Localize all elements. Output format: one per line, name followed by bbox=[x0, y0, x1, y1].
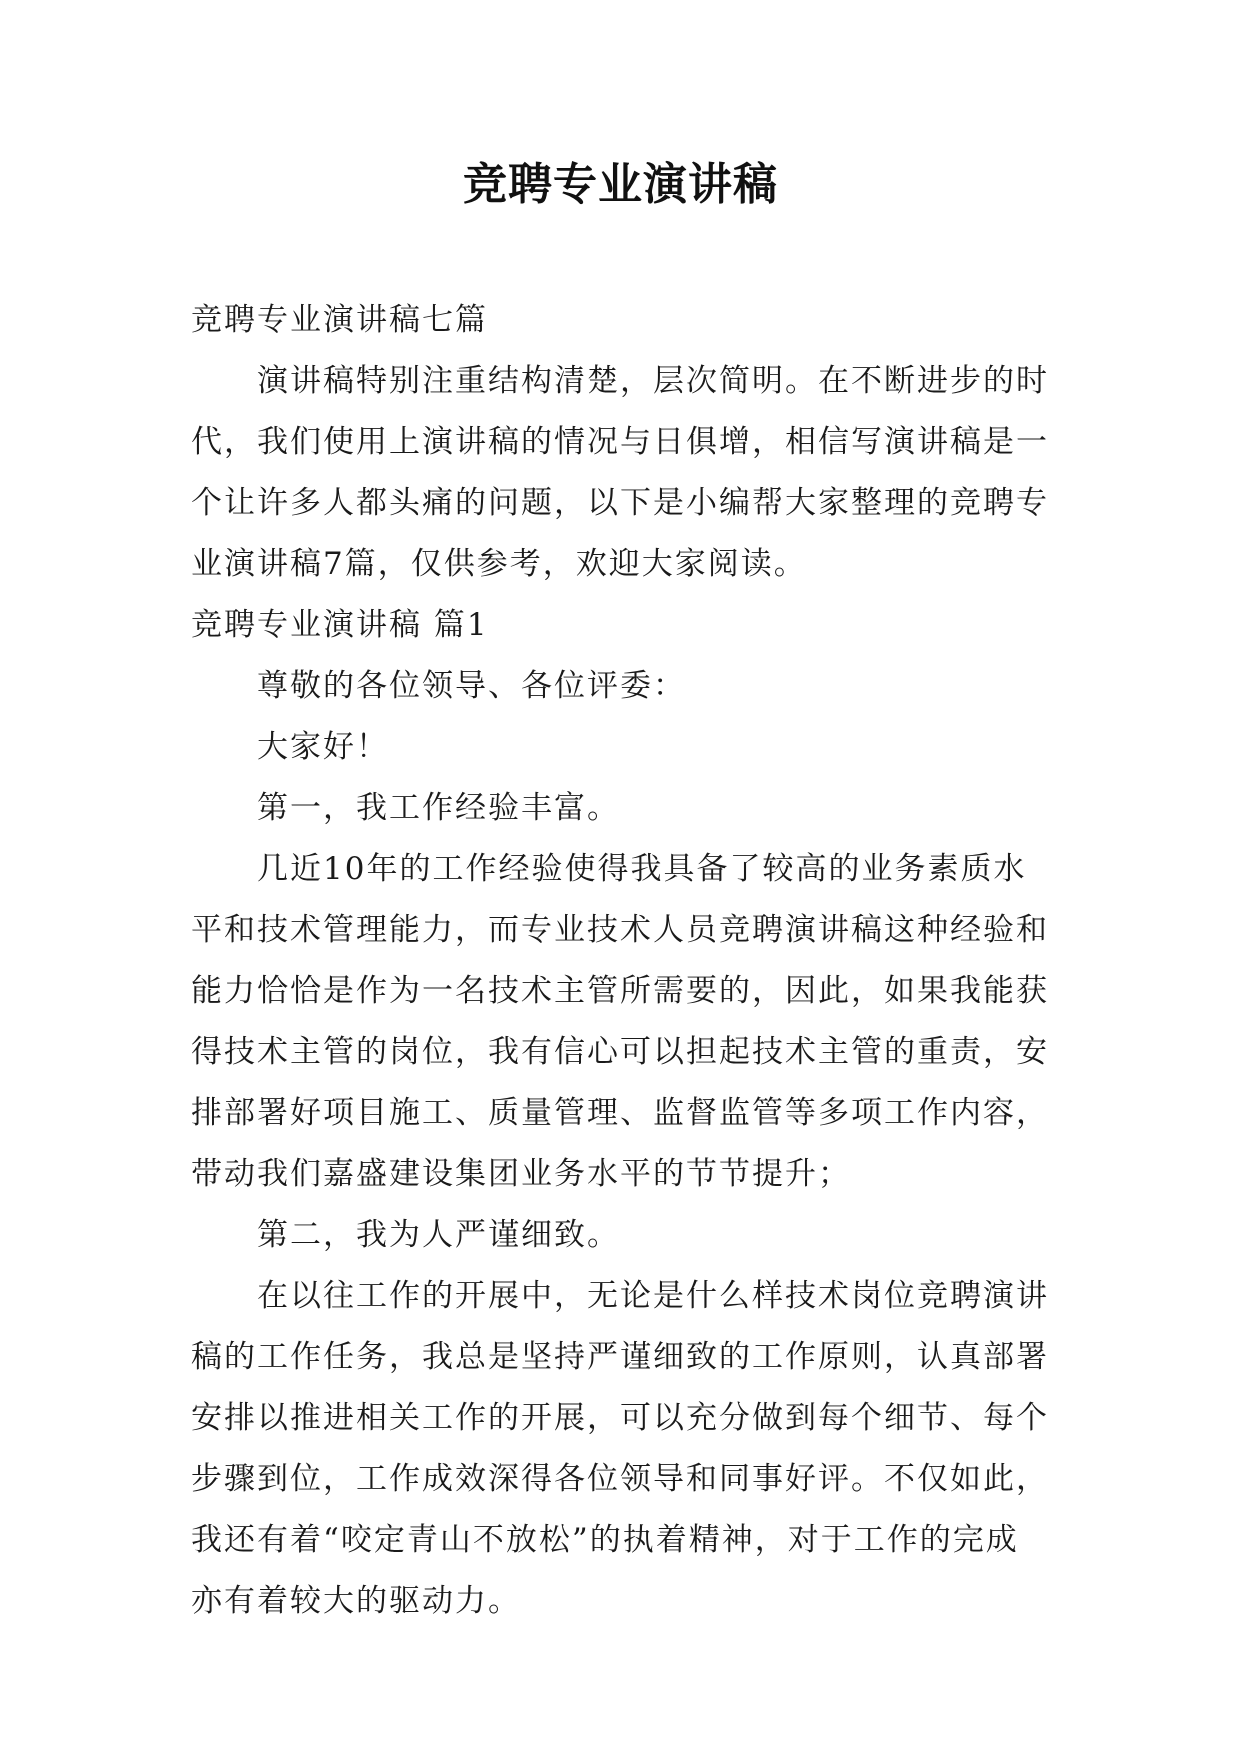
salutation-paragraph: 尊敬的各位领导、各位评委： bbox=[257, 668, 686, 704]
point-two-heading: 第二，我为人严谨细致。 bbox=[257, 1217, 620, 1253]
point-one-paragraph: 几近10年的工作经验使得我具备了较高的业务素质水平和技术管理能力，而专业技术人员竞聘演讲稿这种经验和能力恰恰是作为一名技术主管所需要的，因此，如果我能获得技术主管的岗位，我有信心可以担起技术主管的重责，安排部署好项目施工、质量管理、监督监管等多项工作内容，带动我们嘉盛建设集团业务水平的节节提升； bbox=[191, 851, 1049, 1192]
intro-paragraph: 演讲稿特别注重结构清楚，层次简明。在不断进步的时代，我们使用上演讲稿的情况与日俱增，相信写演讲稿是一个让许多人都头痛的问题，以下是小编帮大家整理的竞聘专业演讲稿7篇，仅供参考，欢迎大家阅读。 bbox=[191, 363, 1049, 582]
document-title: 竞聘专业演讲稿 bbox=[463, 159, 778, 210]
document-body bbox=[191, 290, 1051, 1632]
point-two-paragraph: 在以往工作的开展中，无论是什么样技术岗位竞聘演讲稿的工作任务，我总是坚持严谨细致的工作原则，认真部署安排以推进相关工作的开展，可以充分做到每个细节、每个步骤到位，工作成效深得各位领导和同事好评。不仅如此，我还有着“咬定青山不放松”的执着精神，对于工作的完成亦有着较大的驱动力。 bbox=[191, 1278, 1049, 1619]
point-one-heading: 第一，我工作经验丰富。 bbox=[257, 790, 620, 826]
section-heading: 竞聘专业演讲稿 篇1 bbox=[191, 607, 489, 643]
greeting-paragraph: 大家好！ bbox=[257, 729, 389, 765]
subtitle-paragraph: 竞聘专业演讲稿七篇 bbox=[191, 302, 488, 338]
